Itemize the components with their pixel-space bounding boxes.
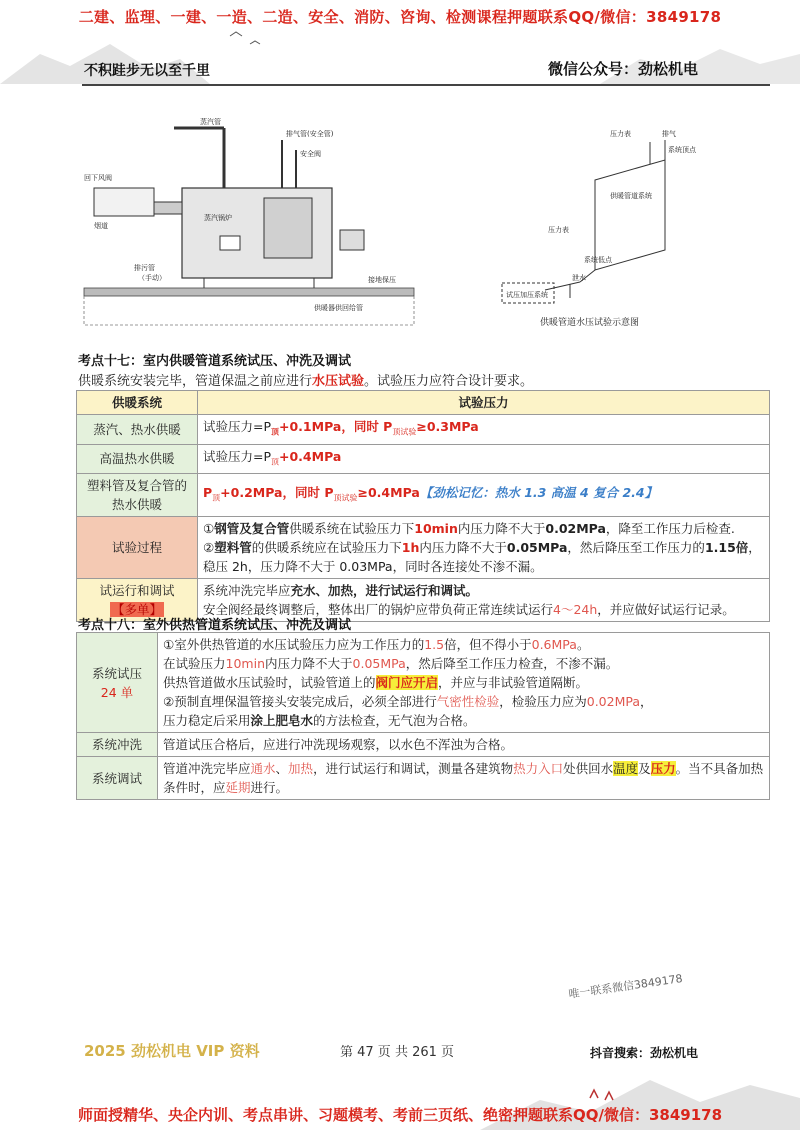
- fig1-label: 蒸汽管: [200, 118, 221, 126]
- indoor-heating-test-table: [76, 390, 770, 622]
- top-banner: 二建、监理、一建、一造、二造、安全、消防、咨询、检测课程押题联系QQ/微信：3849178: [78, 8, 722, 26]
- table-row: 高温热水供暖 试验压力$=P_顶+0.4MPa$: [77, 444, 770, 474]
- hydraulic-test-diagram: [500, 120, 700, 335]
- contact-watermark: 唯一联系微信3849178: [567, 972, 684, 1001]
- header-motto: 不积跬步无以至千里: [84, 63, 210, 79]
- header-divider: [82, 84, 770, 86]
- fig1-label: 接地保压: [368, 276, 396, 284]
- fig1-label: 烟道: [94, 222, 108, 230]
- table-row: 系统冲洗 管道试压合格后，应进行冲洗现场观察，以水色不浑浊为合格。: [77, 733, 770, 757]
- table-row: 系统试压 24 单 ①室外供热管道的水压试验压力应为工作压力的1.5倍，但不得小于0.6MPa。 在试验压力10min内压力降不大于0.05MPa，然后降至工作压力检查，不渗不漏。 供热管道做水压试验时，试验管道上的阀门应开启，并应与非试验管道隔断。 ②预制直埋保温管接头安装完成后，必须全部进行气密性检验，检验压力应为0.02MPa， 压力稳定后采用涂上肥皂水的方法检查，无气泡为合格。: [77, 633, 770, 733]
- fig1-label: 蒸汽锅炉: [204, 214, 232, 222]
- page-number: 第 47 页 共 261 页: [340, 1045, 455, 1060]
- fig2-label: 压力表: [548, 226, 569, 234]
- fig2-caption: 供暖管道水压试验示意图: [540, 318, 640, 328]
- fig2-label: 系统低点: [584, 256, 612, 264]
- footer-douyin: 抖音搜索：劲松机电: [590, 1046, 699, 1060]
- bottom-banner: 师面授精华、央企内训、考点串讲、习题模考、考前三页纸、绝密押题联系QQ/微信：3849178: [77, 1106, 723, 1124]
- table-row: 试验过程 ①钢管及复合管供暖系统在试验压力下10min内压力降不大于0.02MPa，降至工作压力后检查. ②塑料管的供暖系统应在试验压力下1h内压力降不大于0.05MPa，然后降压至工作压力的1.15倍，稳压 2h，压力降不大于 0.03MPa，同时各连接处不渗不漏。: [77, 517, 770, 579]
- table-row: 系统调试 管道冲洗完毕应通水、加热，进行试运行和调试，测量各建筑物热力入口处供回水温度及压力。当不具备加热条件时，应延期进行。: [77, 757, 770, 800]
- section-17-title: 考点十七：室内供暖管道系统试压、冲洗及调试: [78, 354, 352, 369]
- steam-boiler-diagram: [64, 110, 434, 340]
- fig1-label: 回下风阀: [84, 174, 112, 182]
- table-row: 蒸汽、热水供暖 试验压力$=P_顶+0.1MPa$，同时 $P_{顶试验}\ge 0.3MPa$: [77, 415, 770, 445]
- footer-brand: 2025 劲松机电 VIP 资料: [84, 1042, 260, 1060]
- fig2-label: 系统顶点: [668, 146, 696, 154]
- table-row: 试运行和调试 【多单】 系统冲洗完毕应充水、加热，进行试运行和调试。 安全阀经最终调整后，整体出厂的锅炉应带负荷正常连续试运行4～24h，并应做好试运行记录。: [77, 579, 770, 622]
- section-17-intro: 供暖系统安装完毕，管道保温之前应进行水压试验。试验压力应符合设计要求。: [78, 374, 534, 389]
- fig1-label: （手动）: [138, 274, 166, 282]
- table-header: 供暖系统: [77, 391, 198, 415]
- fig2-label: 供暖管道系统: [610, 192, 652, 200]
- fig1-label: 排污管: [134, 264, 155, 272]
- fig1-label: 安全阀: [300, 150, 321, 158]
- fig2-label: 排气: [662, 130, 676, 138]
- fig1-label: 排气管(安全管): [286, 130, 334, 138]
- table-row: 塑料管及复合管的热水供暖 $P_顶+0.2MPa$，同时 $P_{顶试验}\ge 0.4MPa$【劲松记忆：热水 1.3 高温 4 复合 2.4】: [77, 474, 770, 517]
- fig2-label: 试压加压系统: [506, 291, 548, 299]
- fig2-label: 泄水: [572, 274, 586, 282]
- table-header: 试验压力: [198, 391, 770, 415]
- header-wechat: 微信公众号：劲松机电: [548, 60, 699, 78]
- section-18-title: 考点十八：室外供热管道系统试压、冲洗及调试: [78, 618, 352, 633]
- fig1-label: 供暖器供回给管: [314, 304, 363, 312]
- fig2-label: 压力表: [610, 130, 631, 138]
- outdoor-heating-test-table: [76, 632, 770, 800]
